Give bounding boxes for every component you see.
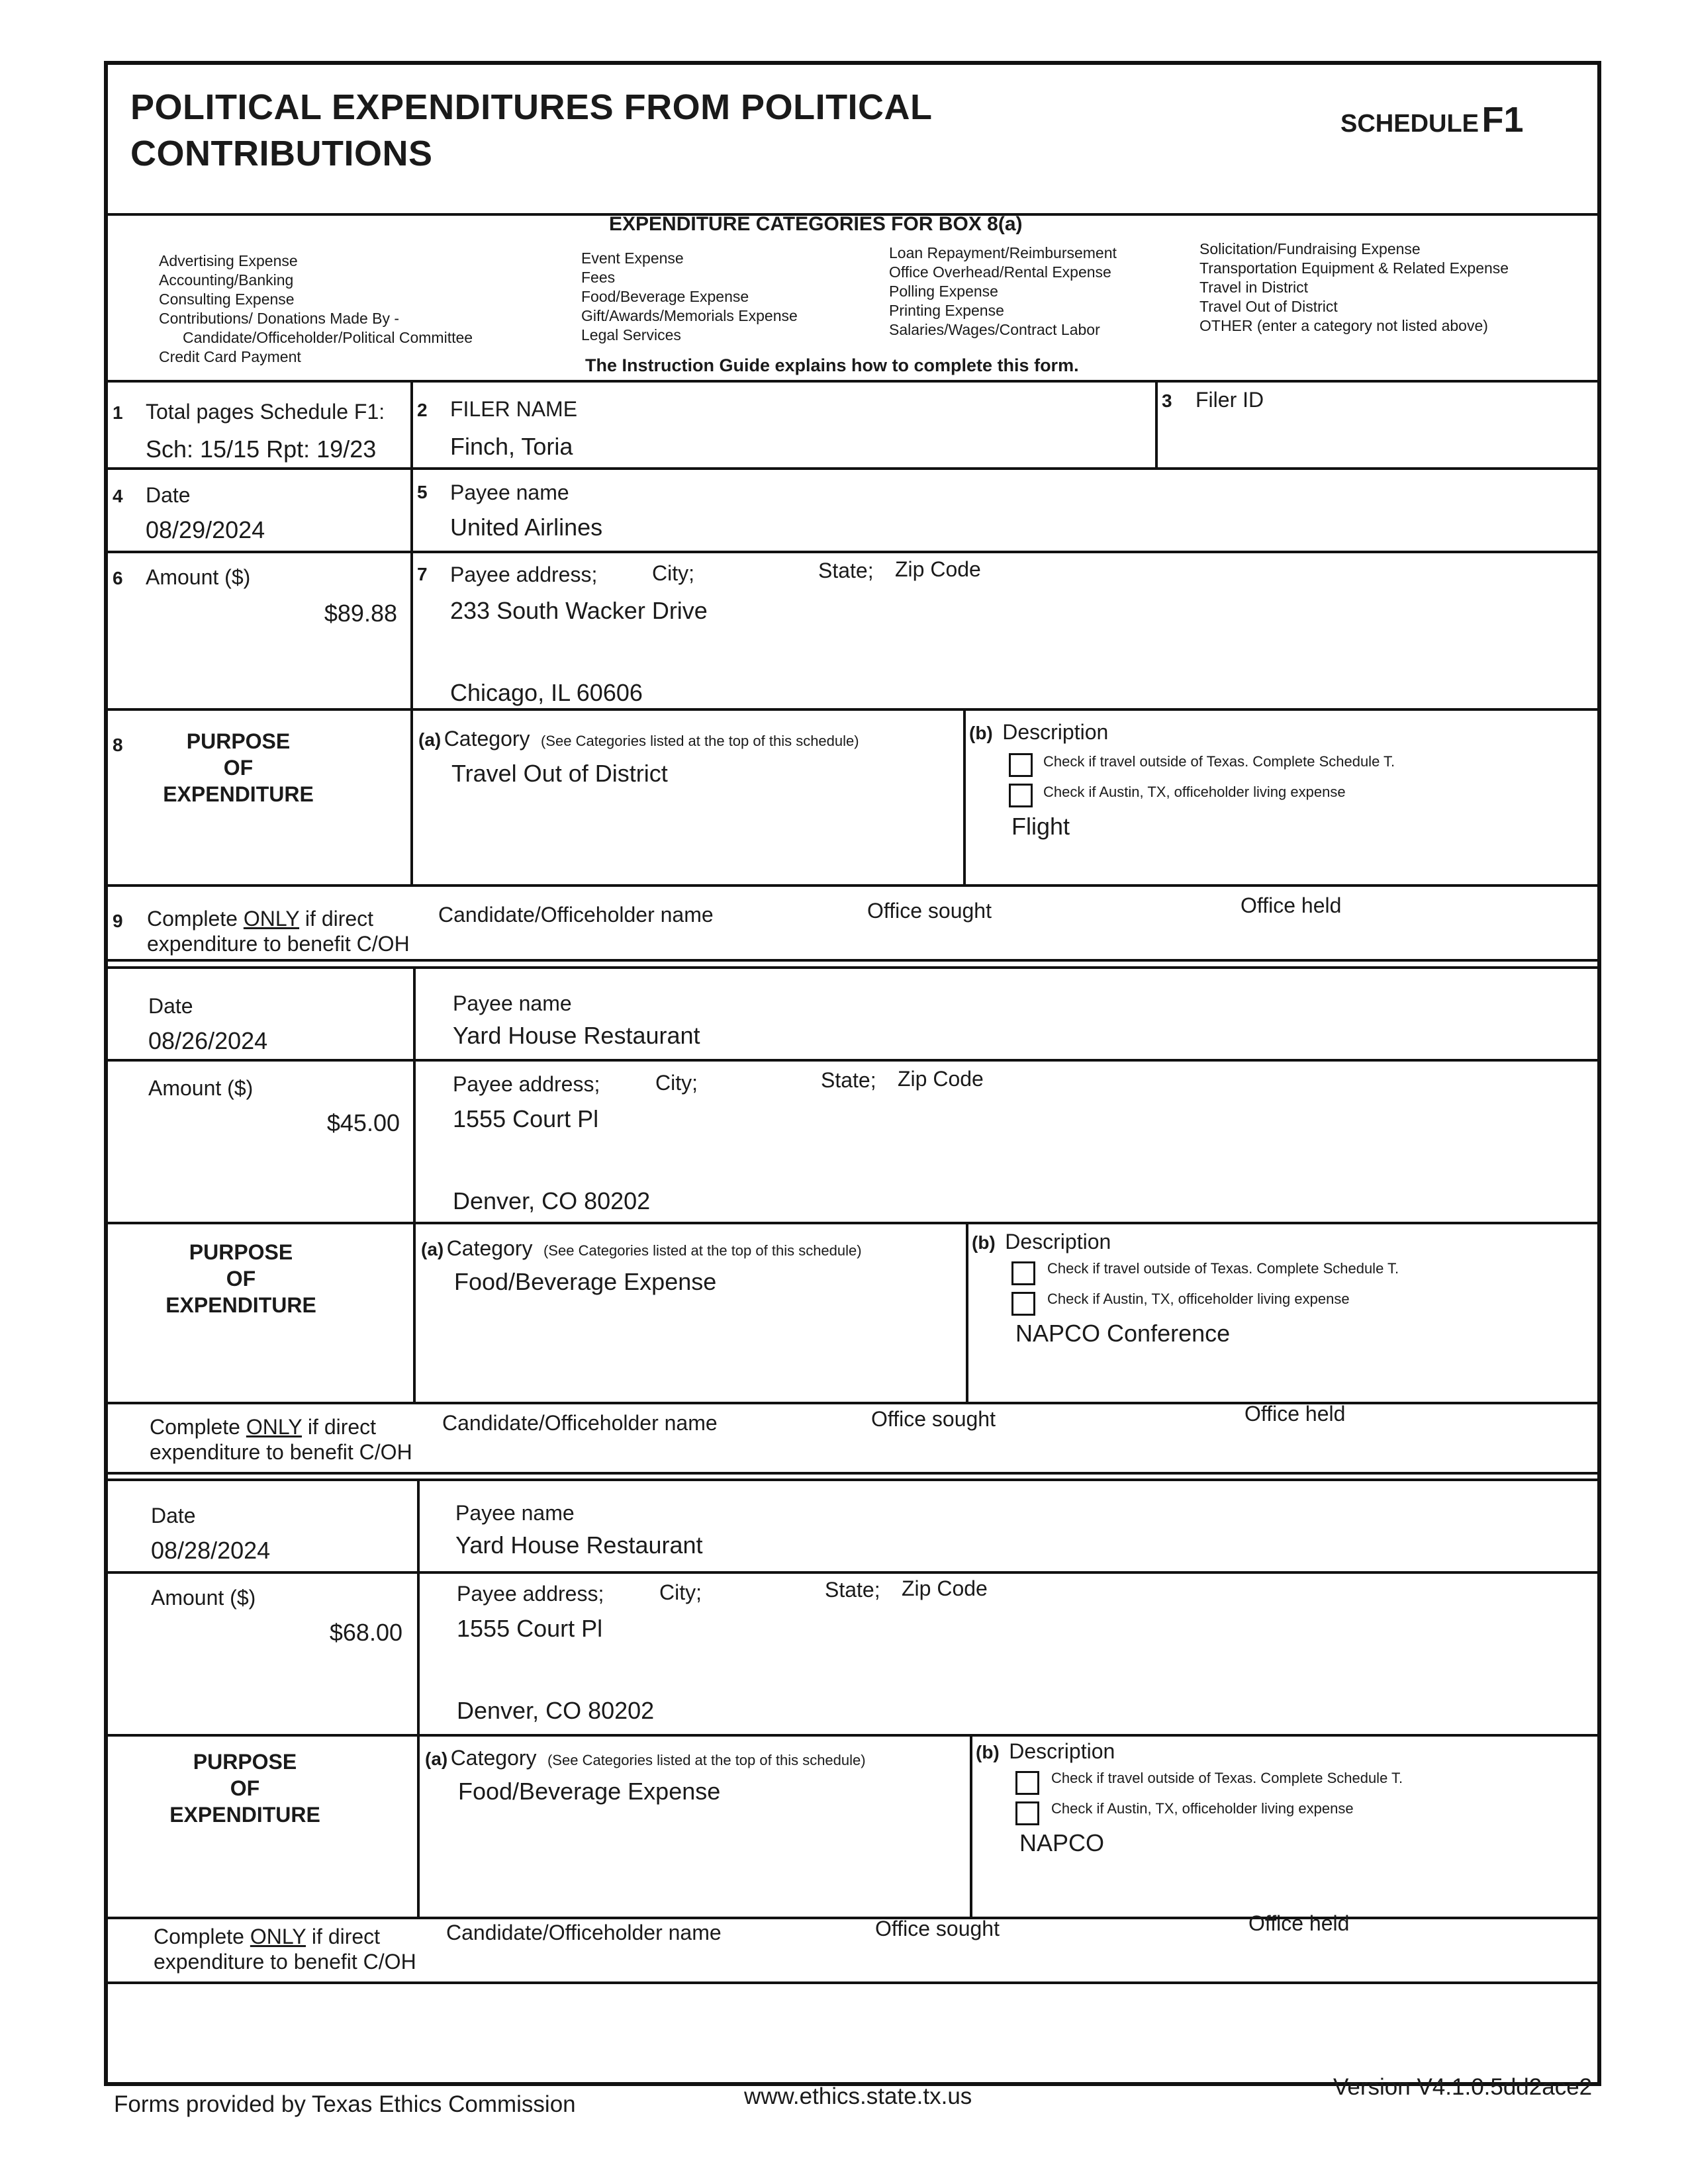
- complete-only-note: [154, 1925, 380, 1949]
- description-label: Description: [1002, 720, 1109, 744]
- office-sought-label: Office sought: [871, 1407, 996, 1431]
- purpose-line: OF: [226, 1267, 256, 1291]
- field-number: 4: [113, 486, 123, 506]
- category-letter: (a): [418, 729, 442, 750]
- description-label-group: [972, 1230, 1111, 1254]
- category-item: Office Overhead/Rental Expense: [889, 263, 1111, 281]
- city-label: City;: [655, 1071, 698, 1095]
- complete-post: if direct: [306, 1925, 381, 1948]
- payee-address-label: Payee address;: [457, 1582, 604, 1606]
- category-value[interactable]: Travel Out of District: [451, 760, 668, 787]
- travel-outside-texas-checkbox[interactable]: [1015, 1771, 1039, 1795]
- austin-living-expense-label: Check if Austin, TX, officeholder living expense: [1051, 1800, 1354, 1817]
- amount-label: Amount ($): [148, 1076, 254, 1100]
- description-value[interactable]: NAPCO Conference: [1015, 1320, 1231, 1347]
- candidate-name-label: Candidate/Officeholder name: [442, 1411, 718, 1435]
- complete-post: if direct: [302, 1415, 377, 1439]
- category-note: (See Categories listed at the top of this schedule): [540, 733, 859, 749]
- category-item: Candidate/Officeholder/Political Committee: [183, 329, 473, 346]
- complete-only-note: [147, 907, 373, 931]
- category-item: Food/Beverage Expense: [581, 288, 749, 305]
- categories-col2: [581, 249, 798, 345]
- complete-post: if direct: [299, 907, 374, 931]
- office-sought-label: Office sought: [875, 1917, 1000, 1940]
- travel-outside-texas-label: Check if travel outside of Texas. Complete Schedule T.: [1051, 1770, 1403, 1786]
- office-held-label: Office held: [1248, 1911, 1350, 1935]
- schedule-id: [1340, 99, 1524, 140]
- field-number: 6: [113, 568, 123, 588]
- complete-pre: Complete: [150, 1415, 246, 1439]
- purpose-heading: [159, 1749, 331, 1828]
- purpose-heading: [155, 1239, 327, 1318]
- date-value[interactable]: 08/29/2024: [146, 516, 265, 543]
- instruction-note: The Instruction Guide explains how to complete this form.: [585, 355, 1079, 375]
- description-letter: (b): [969, 723, 993, 743]
- purpose-line: PURPOSE: [186, 729, 291, 753]
- complete-only: ONLY: [246, 1415, 303, 1439]
- category-label-group: [421, 1236, 862, 1261]
- column-divider: [410, 467, 413, 884]
- description-letter: (b): [976, 1742, 1000, 1762]
- footer-url[interactable]: www.ethics.state.tx.us: [744, 2083, 972, 2109]
- column-divider: [413, 966, 416, 1402]
- purpose-line: EXPENDITURE: [165, 1293, 316, 1317]
- purpose-line: OF: [230, 1776, 260, 1800]
- city-label: City;: [652, 561, 694, 585]
- schedule-code: F1: [1481, 100, 1524, 140]
- category-item: Solicitation/Fundraising Expense: [1199, 240, 1421, 257]
- row-divider: [104, 1734, 1601, 1737]
- purpose-line: PURPOSE: [189, 1240, 293, 1264]
- state-label: State;: [821, 1068, 876, 1092]
- description-label-group: [969, 720, 1108, 745]
- schedule-label: SCHEDULE: [1340, 110, 1479, 138]
- row-divider: [104, 1402, 1601, 1404]
- description-value[interactable]: Flight: [1011, 813, 1070, 840]
- office-sought-label: Office sought: [867, 899, 992, 923]
- state-label: State;: [818, 559, 874, 582]
- row-divider: [104, 1917, 1601, 1919]
- austin-living-expense-checkbox[interactable]: [1011, 1292, 1035, 1316]
- category-item: Consulting Expense: [159, 291, 295, 308]
- row-divider: [104, 1222, 1601, 1224]
- amount-label: Amount ($): [151, 1586, 256, 1610]
- zip-label: Zip Code: [902, 1576, 988, 1600]
- category-item: Loan Repayment/Reimbursement: [889, 244, 1117, 261]
- field-number: 9: [113, 911, 123, 931]
- complete-only-note-line2: expenditure to benefit C/OH: [147, 932, 410, 956]
- filer-id-label: Filer ID: [1196, 388, 1264, 412]
- address-line2[interactable]: Denver, CO 80202: [453, 1187, 651, 1214]
- category-note: (See Categories listed at the top of this schedule): [543, 1242, 862, 1259]
- purpose-line: OF: [223, 756, 254, 780]
- filer-name-value[interactable]: Finch, Toria: [450, 433, 573, 460]
- complete-only-note: [150, 1415, 376, 1439]
- austin-living-expense-checkbox[interactable]: [1015, 1801, 1039, 1825]
- row-divider: [104, 1059, 1601, 1062]
- category-letter: (a): [421, 1239, 444, 1259]
- date-label: Date: [148, 994, 193, 1018]
- field-number: 8: [113, 735, 123, 755]
- purpose-line: PURPOSE: [193, 1750, 297, 1774]
- category-label-group: [425, 1746, 866, 1770]
- description-label: Description: [1009, 1739, 1115, 1763]
- description-label-group: [976, 1739, 1115, 1764]
- austin-living-expense-label: Check if Austin, TX, officeholder living expense: [1047, 1291, 1350, 1307]
- payee-name-value[interactable]: United Airlines: [450, 514, 603, 541]
- complete-only-note-line2: expenditure to benefit C/OH: [150, 1440, 412, 1464]
- field-number: 1: [113, 402, 123, 423]
- filer-name-label: FILER NAME: [450, 397, 578, 421]
- row-divider: [104, 1479, 1601, 1481]
- amount-value[interactable]: $68.00: [329, 1619, 402, 1646]
- categories-col1: [159, 251, 473, 367]
- complete-only: ONLY: [243, 907, 300, 931]
- total-pages-label: Total pages Schedule F1:: [146, 400, 385, 424]
- address-line2[interactable]: Denver, CO 80202: [457, 1697, 655, 1724]
- payee-name-label: Payee name: [453, 991, 572, 1015]
- category-label: Category: [450, 1746, 537, 1770]
- payee-name-value[interactable]: Yard House Restaurant: [453, 1022, 700, 1049]
- filer-divider-1: [410, 380, 413, 469]
- category-item: Travel Out of District: [1199, 298, 1338, 315]
- travel-outside-texas-checkbox[interactable]: [1011, 1261, 1035, 1285]
- row-divider: [104, 1571, 1601, 1574]
- category-item: Fees: [581, 269, 616, 286]
- row-divider: [104, 959, 1601, 962]
- filer-divider-2: [1155, 380, 1158, 469]
- payee-address-label: Payee address;: [453, 1072, 600, 1096]
- categories-divider: [104, 380, 1601, 383]
- row-divider: [104, 708, 1601, 711]
- office-held-label: Office held: [1244, 1402, 1346, 1426]
- category-label: Category: [446, 1236, 533, 1260]
- complete-only-note-line2: expenditure to benefit C/OH: [154, 1950, 416, 1974]
- address-line1[interactable]: 233 South Wacker Drive: [450, 597, 708, 624]
- description-letter: (b): [972, 1232, 996, 1253]
- row-divider: [104, 966, 1601, 969]
- field-number: 5: [417, 482, 428, 502]
- purpose-line: EXPENDITURE: [169, 1803, 320, 1827]
- amount-label: Amount ($): [146, 565, 251, 589]
- purpose-line: EXPENDITURE: [163, 782, 314, 806]
- category-item: Credit Card Payment: [159, 348, 301, 365]
- row-divider: [104, 551, 1601, 553]
- column-divider: [417, 1479, 420, 1917]
- date-label: Date: [146, 483, 191, 507]
- row-divider: [104, 1981, 1601, 1984]
- candidate-name-label: Candidate/Officeholder name: [446, 1921, 722, 1944]
- candidate-name-label: Candidate/Officeholder name: [438, 903, 714, 927]
- categories-heading: EXPENDITURE CATEGORIES FOR BOX 8(a): [609, 213, 1023, 235]
- category-item: OTHER (enter a category not listed above): [1199, 317, 1488, 334]
- category-note: (See Categories listed at the top of this schedule): [547, 1752, 866, 1768]
- category-value[interactable]: Food/Beverage Expense: [458, 1778, 721, 1805]
- payee-name-value[interactable]: Yard House Restaurant: [455, 1531, 703, 1559]
- purpose-heading: [152, 728, 324, 807]
- category-item: Gift/Awards/Memorials Expense: [581, 307, 798, 324]
- zip-label: Zip Code: [898, 1067, 984, 1091]
- complete-pre: Complete: [147, 907, 244, 931]
- footer-provider: Forms provided by Texas Ethics Commission: [114, 2091, 576, 2117]
- form-title-line1: POLITICAL EXPENDITURES FROM POLITICAL: [130, 87, 933, 127]
- payee-name-label: Payee name: [450, 480, 569, 504]
- travel-outside-texas-label: Check if travel outside of Texas. Complete Schedule T.: [1047, 1260, 1399, 1277]
- address-line1[interactable]: 1555 Court Pl: [453, 1105, 599, 1132]
- row-divider: [104, 1472, 1601, 1475]
- payee-address-label: Payee address;: [450, 563, 598, 586]
- category-item: Travel in District: [1199, 279, 1308, 296]
- field-number: 3: [1162, 390, 1172, 411]
- address-line1[interactable]: 1555 Court Pl: [457, 1615, 603, 1642]
- purpose-divider: [970, 1734, 972, 1917]
- form-title-line2: CONTRIBUTIONS: [130, 134, 433, 173]
- purpose-divider: [963, 708, 966, 884]
- filer-row-divider: [104, 467, 1601, 470]
- travel-outside-texas-label: Check if travel outside of Texas. Complete Schedule T.: [1043, 753, 1395, 770]
- category-item: Polling Expense: [889, 283, 998, 300]
- category-item: Legal Services: [581, 326, 681, 343]
- category-item: Advertising Expense: [159, 252, 298, 269]
- office-held-label: Office held: [1241, 893, 1342, 917]
- date-value[interactable]: 08/26/2024: [148, 1027, 268, 1054]
- category-value[interactable]: Food/Beverage Expense: [454, 1268, 717, 1295]
- category-label-group: [418, 727, 859, 751]
- description-label: Description: [1005, 1230, 1111, 1253]
- austin-living-expense-label: Check if Austin, TX, officeholder living expense: [1043, 784, 1346, 800]
- date-value[interactable]: 08/28/2024: [151, 1537, 271, 1564]
- amount-value[interactable]: $89.88: [324, 600, 397, 627]
- category-item: Accounting/Banking: [159, 271, 294, 289]
- travel-outside-texas-checkbox[interactable]: [1009, 753, 1033, 777]
- row-divider: [104, 884, 1601, 887]
- category-item: Printing Expense: [889, 302, 1004, 319]
- category-item: Contributions/ Donations Made By -: [159, 310, 400, 327]
- total-pages-value[interactable]: Sch: 15/15 Rpt: 19/23: [146, 435, 377, 463]
- description-value[interactable]: NAPCO: [1019, 1829, 1105, 1856]
- date-label: Date: [151, 1504, 196, 1527]
- categories-col3: [889, 244, 1117, 340]
- austin-living-expense-checkbox[interactable]: [1009, 784, 1033, 807]
- category-item: Transportation Equipment & Related Expense: [1199, 259, 1509, 277]
- city-label: City;: [659, 1580, 702, 1604]
- field-number: 7: [417, 564, 428, 584]
- amount-value[interactable]: $45.00: [326, 1109, 400, 1136]
- complete-only: ONLY: [250, 1925, 306, 1948]
- categories-col4: [1199, 240, 1509, 336]
- category-label: Category: [444, 727, 530, 751]
- category-letter: (a): [425, 1749, 448, 1769]
- category-item: Event Expense: [581, 250, 684, 267]
- field-number: 2: [417, 400, 428, 420]
- payee-name-label: Payee name: [455, 1501, 575, 1525]
- address-line2[interactable]: Chicago, IL 60606: [450, 679, 643, 706]
- zip-label: Zip Code: [895, 557, 981, 581]
- state-label: State;: [825, 1578, 880, 1602]
- footer-version: Version V4.1.0.5dd2ace2: [1333, 2074, 1593, 2100]
- purpose-divider: [966, 1222, 968, 1402]
- complete-pre: Complete: [154, 1925, 250, 1948]
- category-item: Salaries/Wages/Contract Labor: [889, 321, 1100, 338]
